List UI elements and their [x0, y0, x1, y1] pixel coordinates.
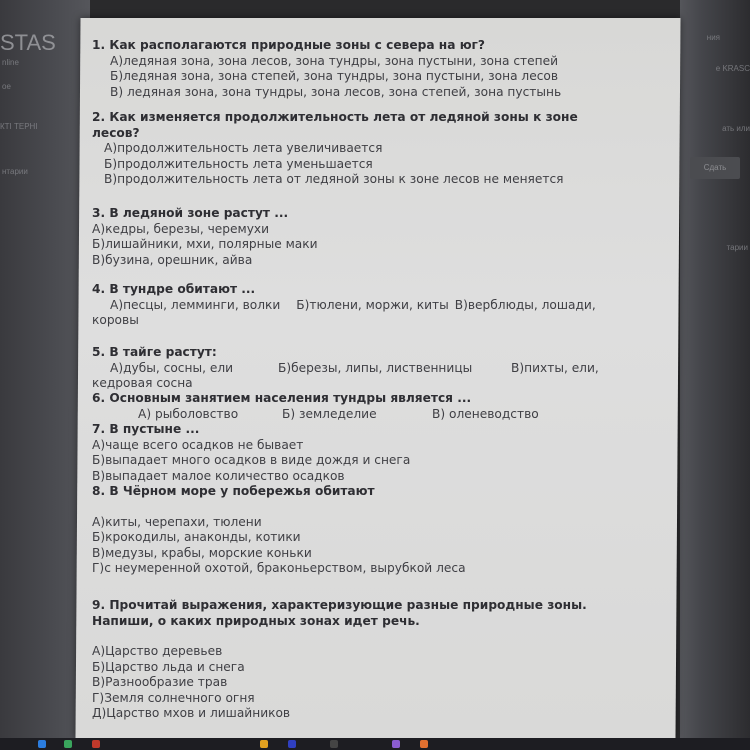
app-icon[interactable] [330, 740, 338, 748]
answer-option: А)кедры, березы, черемухи [92, 221, 270, 236]
answer-option: Б)Царство льда и снега [92, 659, 245, 674]
answer-option: Б) земледелие [282, 406, 377, 421]
question-title: 1. Как располагаются природные зоны с севера на юг? [92, 38, 485, 52]
question-9 [92, 598, 662, 722]
answer-option-continuation: кедровая сосна [92, 376, 193, 390]
question-title: 9. Прочитай выражения, характеризующие разные природные зоны. Напиши, о каких природных зонах идет речь. [92, 598, 587, 628]
question-title: 3. В ледяной зоне растут ... [92, 206, 289, 220]
question-7 [92, 422, 662, 484]
app-icon[interactable] [92, 740, 100, 748]
question-title: 5. В тайге растут: [92, 345, 217, 359]
answer-option: Б)березы, липы, лиственницы [278, 360, 473, 375]
monitor-right-area [680, 0, 750, 750]
question-title: 8. В Чёрном море у побережья обитают [92, 484, 375, 498]
background-label: ать или [722, 124, 750, 133]
answer-option: Б)тюлени, моржи, киты [296, 297, 449, 312]
background-label: КТІ ТЕРНІ [0, 122, 38, 131]
question-6 [92, 391, 662, 422]
background-label: нтарии [2, 167, 28, 176]
answer-option: Б)выпадает много осадков в виде дождя и снега [92, 453, 411, 467]
question-2 [92, 110, 662, 188]
answer-option: А)киты, черепахи, тюлени [92, 514, 262, 529]
background-title: STAS [0, 30, 56, 55]
question-3 [92, 206, 662, 268]
answer-option: В) ледяная зона, зона тундры, зона лесов, зона степей, зона пустынь [110, 84, 562, 99]
answer-option: В)Разнообразие трав [92, 675, 228, 689]
answer-option: Б)лишайники, мхи, полярные маки [92, 237, 318, 251]
question-1 [92, 38, 662, 100]
answer-option: А)чаще всего осадков не бывает [92, 437, 304, 452]
app-icon[interactable] [38, 740, 46, 748]
answer-option: А)Царство деревьев [92, 644, 223, 658]
question-title: 2. Как изменяется продолжительность лета от ледяной зоны к зоне лесов? [92, 110, 578, 140]
answer-option: Г)с неумеренной охотой, браконьерством, вырубкой леса [92, 561, 466, 575]
app-icon[interactable] [288, 740, 296, 748]
answer-option: А)дубы, сосны, ели [110, 360, 234, 375]
question-title: 6. Основным занятием населения тундры является ... [92, 391, 472, 405]
app-icon[interactable] [260, 740, 268, 748]
answer-option: А)песцы, лемминги, волки [110, 297, 281, 312]
taskbar [0, 738, 750, 750]
answer-option: В) оленеводство [432, 406, 539, 421]
submit-button[interactable]: Сдать [690, 157, 740, 179]
question-5 [92, 345, 662, 392]
app-icon[interactable] [420, 740, 428, 748]
answer-option-continuation: коровы [92, 313, 139, 327]
answer-option: В)пихты, ели, [511, 360, 599, 375]
question-title: 7. В пустыне ... [92, 422, 200, 436]
question-8 [92, 484, 662, 577]
answer-option: А) рыболовство [138, 406, 239, 421]
answer-option: Б)продолжительность лета уменьшается [104, 156, 373, 171]
answer-option: А)ледяная зона, зона лесов, зона тундры, зона пустыни, зона степей [110, 53, 559, 68]
answer-option: В)верблюды, лошади, [454, 297, 596, 312]
answer-option: В)выпадает малое количество осадков [92, 468, 345, 483]
answer-option: Г)Земля солнечного огня [92, 690, 255, 705]
app-icon[interactable] [64, 740, 72, 748]
background-label: e KRASC [715, 64, 750, 73]
answer-option: Б)ледяная зона, зона степей, зона тундры, зона пустыни, зона лесов [110, 69, 559, 83]
background-label: oe [2, 82, 11, 91]
answer-option: В)медузы, крабы, морские коньки [92, 545, 312, 560]
answer-option: Б)крокодилы, анаконды, котики [92, 530, 301, 544]
question-title: 4. В тундре обитают ... [92, 282, 256, 296]
answer-option: А)продолжительность лета увеличивается [104, 141, 383, 155]
app-icon[interactable] [392, 740, 400, 748]
answer-option: В)бузина, орешник, айва [92, 252, 253, 267]
background-label: ния [706, 33, 720, 42]
question-4 [92, 282, 662, 329]
background-label: nline [2, 58, 19, 67]
answer-option: В)продолжительность лета от ледяной зоны к зоне лесов не меняется [104, 172, 564, 186]
background-label: тарии [726, 243, 748, 252]
answer-option: Д)Царство мхов и лишайников [92, 706, 291, 720]
